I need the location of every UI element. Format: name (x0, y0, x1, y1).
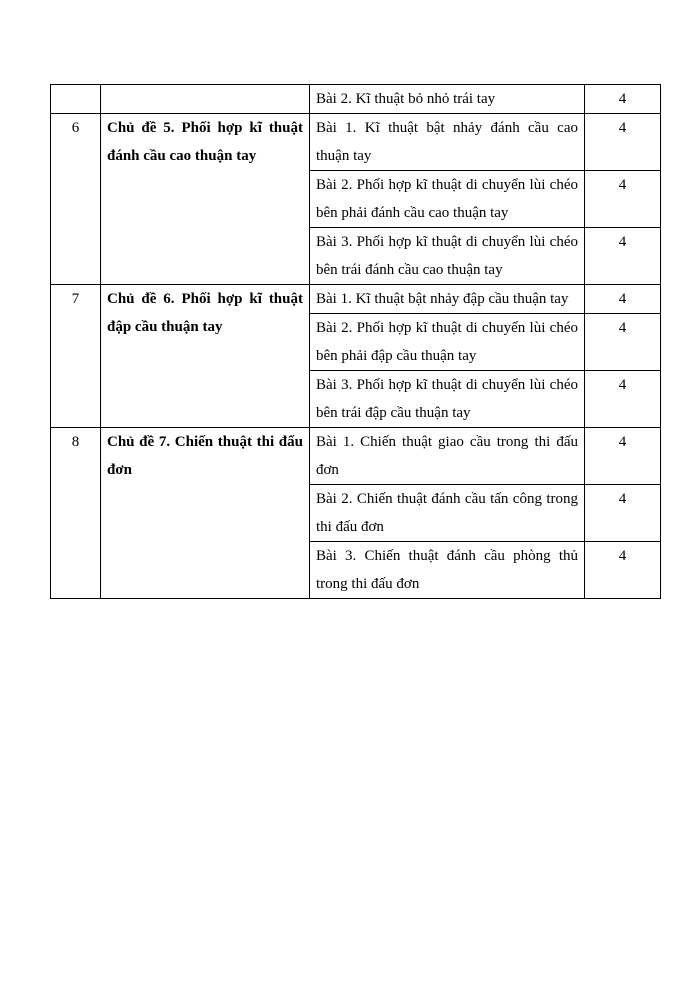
lesson-cell: Bài 1. Kĩ thuật bật nhảy đập cầu thuận tay (310, 285, 585, 314)
table-row (51, 428, 661, 485)
periods-cell: 4 (585, 114, 661, 171)
topic-cell (101, 85, 310, 114)
lesson-cell: Bài 1. Kĩ thuật bật nhảy đánh cầu cao thuận tay (310, 114, 585, 171)
curriculum-table (50, 84, 661, 599)
topic-cell: Chủ đề 6. Phối hợp kĩ thuật đập cầu thuận tay (101, 285, 310, 428)
row-number-cell: 6 (51, 114, 101, 285)
table-row (51, 114, 661, 171)
periods-cell: 4 (585, 228, 661, 285)
periods-cell: 4 (585, 428, 661, 485)
row-number-cell: 7 (51, 285, 101, 428)
periods-cell: 4 (585, 485, 661, 542)
periods-cell: 4 (585, 285, 661, 314)
lesson-cell: Bài 3. Phối hợp kĩ thuật di chuyển lùi chéo bên trái đánh cầu cao thuận tay (310, 228, 585, 285)
periods-cell: 4 (585, 314, 661, 371)
row-number-cell (51, 85, 101, 114)
row-number-cell: 8 (51, 428, 101, 599)
periods-cell: 4 (585, 542, 661, 599)
lesson-cell: Bài 2. Phối hợp kĩ thuật di chuyển lùi chéo bên phải đánh cầu cao thuận tay (310, 171, 585, 228)
lesson-cell: Bài 3. Phối hợp kĩ thuật di chuyển lùi chéo bên trái đập cầu thuận tay (310, 371, 585, 428)
curriculum-table-body (51, 85, 661, 599)
topic-cell: Chủ đề 7. Chiến thuật thi đấu đơn (101, 428, 310, 599)
lesson-cell: Bài 2. Kĩ thuật bỏ nhỏ trái tay (310, 85, 585, 114)
table-row (51, 285, 661, 314)
periods-cell: 4 (585, 85, 661, 114)
periods-cell: 4 (585, 171, 661, 228)
topic-cell: Chủ đề 5. Phối hợp kĩ thuật đánh cầu cao thuận tay (101, 114, 310, 285)
lesson-cell: Bài 3. Chiến thuật đánh cầu phòng thủ trong thi đấu đơn (310, 542, 585, 599)
lesson-cell: Bài 2. Chiến thuật đánh cầu tấn công trong thi đấu đơn (310, 485, 585, 542)
lesson-cell: Bài 2. Phối hợp kĩ thuật di chuyển lùi chéo bên phải đập cầu thuận tay (310, 314, 585, 371)
lesson-cell: Bài 1. Chiến thuật giao cầu trong thi đấu đơn (310, 428, 585, 485)
table-row (51, 85, 661, 114)
periods-cell: 4 (585, 371, 661, 428)
